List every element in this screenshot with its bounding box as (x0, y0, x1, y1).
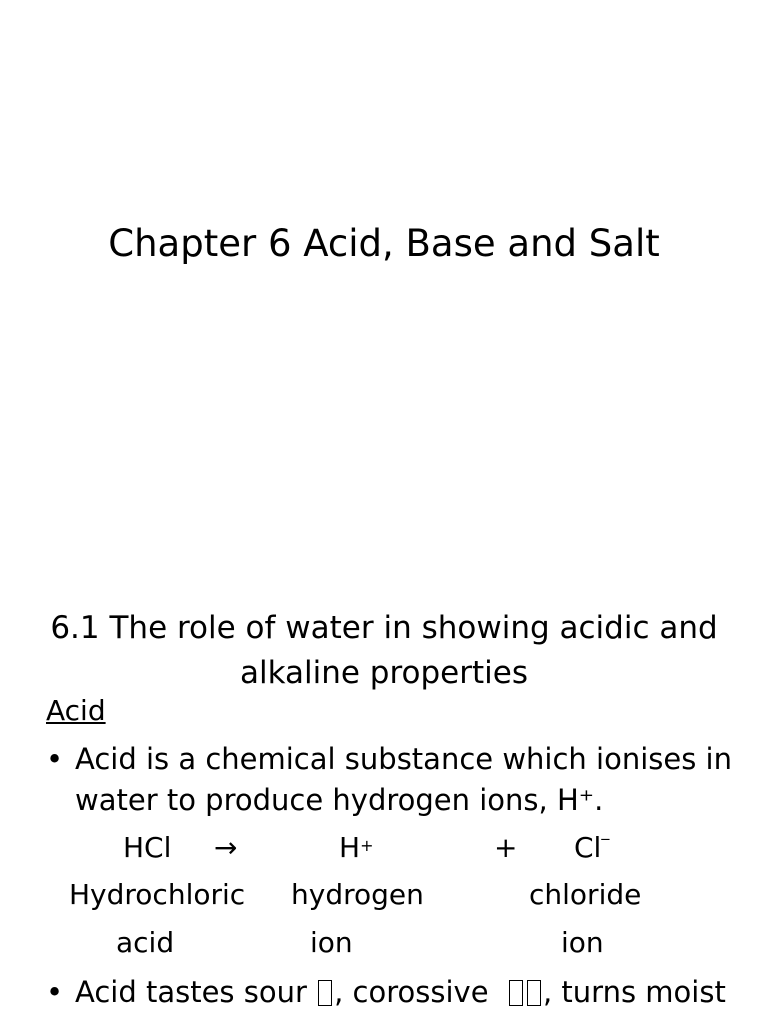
bullet-dot-icon: • (46, 975, 64, 1009)
name-acid: acid (116, 926, 175, 959)
name-hydrochloric: Hydrochloric (69, 878, 246, 911)
bullet-text-part2: , corossive (334, 975, 489, 1009)
bullet-acid-properties (46, 972, 746, 1013)
equation-product-chloride: Cl‾ (574, 831, 610, 864)
acid-heading: Acid (46, 694, 106, 727)
equation-product-hydrogen: H+ (339, 831, 374, 864)
section-title: 6.1 The role of water in showing acidic and alkaline properties (50, 610, 718, 691)
name-hydrogen: hydrogen (291, 878, 424, 911)
missing-glyph-icon (318, 980, 332, 1006)
bullet-text-part3: , turns moist (543, 975, 726, 1009)
equation-plus: + (494, 831, 518, 864)
bullet-dot-icon: • (46, 742, 64, 776)
bullet-acid-definition (46, 739, 746, 821)
name-chloride: chloride (529, 878, 642, 911)
bullet-text-part1: Acid tastes sour (75, 975, 307, 1009)
name-ion-hydrogen: ion (310, 926, 353, 959)
equation-arrow: → (214, 831, 238, 864)
missing-glyph-icon (509, 980, 523, 1006)
missing-glyph-icon (527, 980, 541, 1006)
chapter-title: Chapter 6 Acid, Base and Salt (108, 222, 660, 265)
equation-reactant: HCl (123, 831, 172, 864)
name-ion-chloride: ion (561, 926, 604, 959)
bullet-text: Acid is a chemical substance which ionises in water to produce hydrogen ions, H⁺. (75, 742, 732, 817)
